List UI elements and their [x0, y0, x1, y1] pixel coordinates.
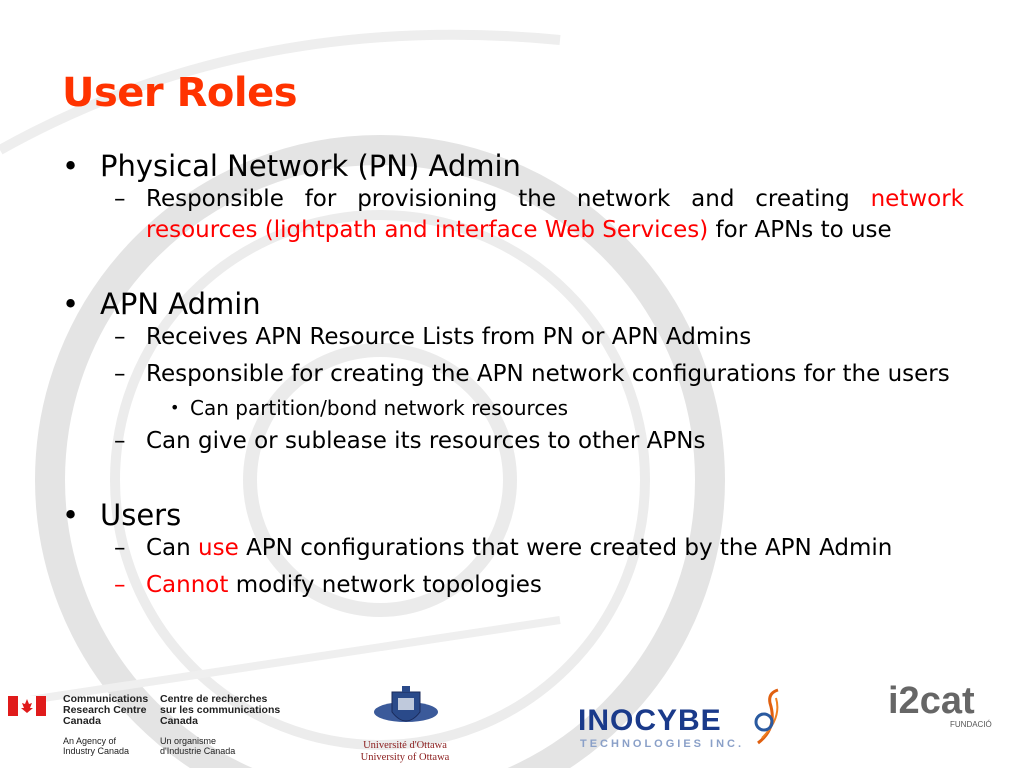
crc-french-agency: Un organisme d'Industrie Canada: [160, 736, 236, 756]
bullet-list: [62, 148, 964, 601]
dash-marker: –: [114, 572, 126, 598]
dash-marker: –: [114, 428, 126, 454]
bullet-pn-admin: [62, 148, 964, 184]
sub-text: Can give or sublease its resources to other APNs: [146, 428, 706, 454]
bullet-dot: •: [62, 287, 80, 321]
sub-text: modify network topologies: [228, 572, 542, 598]
bullet-label: Users: [100, 498, 182, 532]
sub-item-can-use: [62, 533, 964, 564]
highlight-text: Cannot: [146, 572, 229, 598]
sub-item-sublease: [62, 426, 964, 457]
sub-text: APN configurations that were created by the APN Admin: [238, 535, 893, 561]
inocybe-swirl-icon: [748, 688, 792, 748]
sub-item-receives-lists: [62, 322, 964, 353]
bullet-users: [62, 497, 964, 533]
sub-item-pn-responsibility: [62, 184, 964, 246]
sub-item-creating-configs: [62, 359, 964, 390]
uottawa-crest-icon: [372, 682, 440, 738]
inocybe-logo: INOCYBE: [578, 704, 722, 737]
crc-english-name: Communications Research Centre Canada: [63, 693, 149, 727]
sub-text: Responsible for provisioning the network and creating: [146, 186, 871, 212]
sub-item-cannot-modify: [62, 570, 964, 601]
bullet-label: Physical Network (PN) Admin: [100, 149, 521, 183]
bullet-label: APN Admin: [100, 287, 261, 321]
dash-marker: –: [114, 186, 126, 212]
dash-marker: –: [114, 535, 126, 561]
sub-text: Can: [146, 535, 199, 561]
i2cat-logo: i2cat: [888, 680, 975, 722]
sub-text: Responsible for creating the APN network configurations for the users: [146, 361, 950, 387]
crc-english-agency: An Agency of Industry Canada: [63, 736, 130, 756]
i2cat-subtitle: FUNDACIÓ: [950, 720, 992, 729]
sub-text: Receives APN Resource Lists from PN or APN Admins: [146, 324, 752, 350]
crc-french-name: Centre de recherches sur les communications Canada: [160, 693, 281, 727]
inocybe-tagline: TECHNOLOGIES INC.: [580, 738, 745, 750]
dash-marker: –: [114, 324, 126, 350]
highlight-text: use: [198, 535, 239, 561]
bullet-dot: •: [62, 498, 80, 532]
uottawa-name: Université d'Ottawa University of Ottawa: [360, 740, 450, 763]
sub-sub-text: Can partition/bond network resources: [190, 396, 569, 420]
sub-sub-item-partition: [62, 394, 964, 422]
highlight-text: network resources (lightpath and interface Web Services): [146, 186, 964, 243]
footer-logos: [0, 680, 1024, 768]
dash-marker: –: [114, 361, 126, 387]
bullet-dot: •: [170, 398, 180, 417]
slide-title: User Roles: [62, 70, 297, 116]
bullet-apn-admin: [62, 286, 964, 322]
canada-flag-icon: [8, 696, 46, 716]
bullet-dot: •: [62, 149, 80, 183]
sub-text: for APNs to use: [708, 217, 892, 243]
